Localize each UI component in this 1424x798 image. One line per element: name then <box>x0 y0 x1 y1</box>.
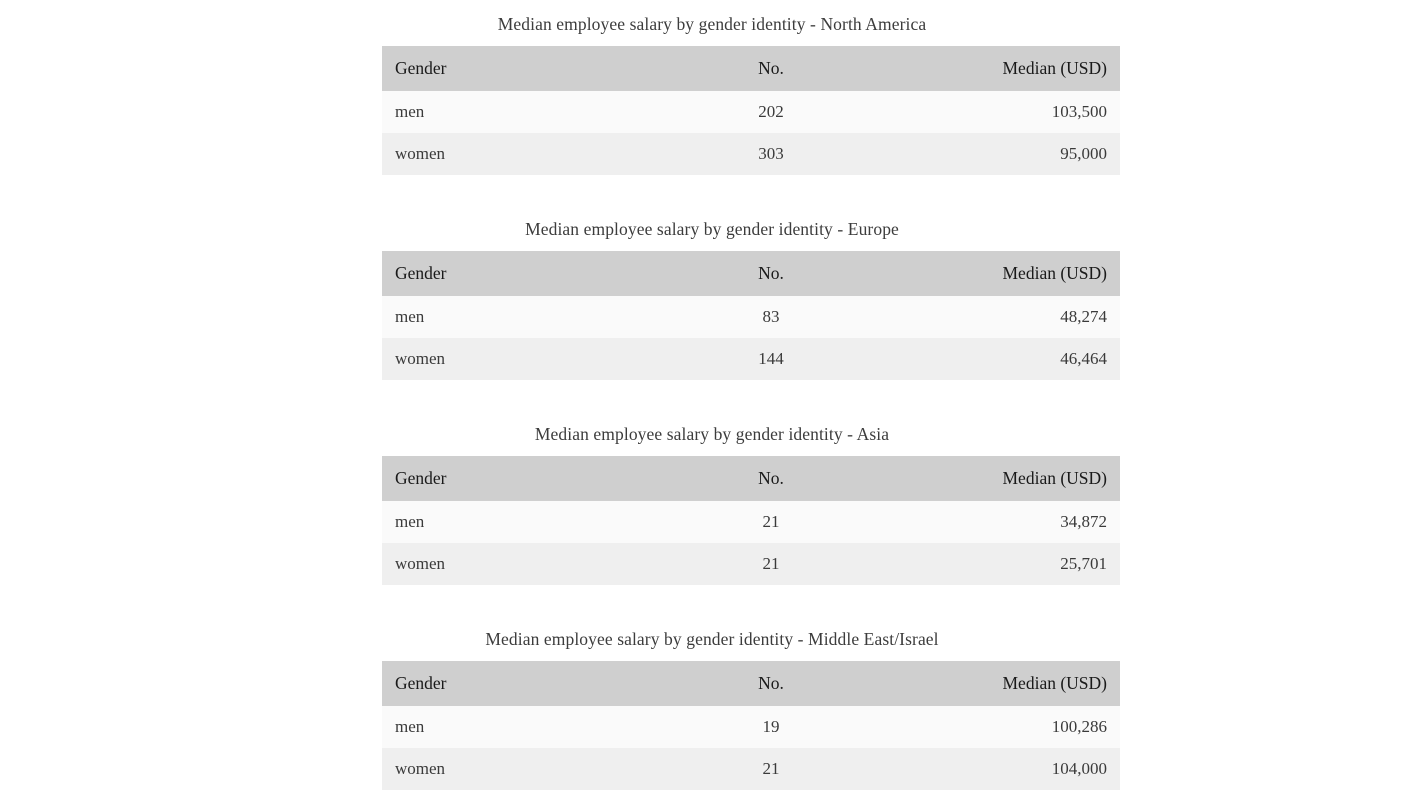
cell-median: 46,464 <box>1060 349 1107 368</box>
column-header-gender: Gender <box>395 58 447 78</box>
table-caption: Median employee salary by gender identity - North America <box>497 14 927 34</box>
table-header-row <box>382 46 1120 91</box>
cell-no: 202 <box>758 102 784 121</box>
salary-table <box>382 456 1120 585</box>
table-body <box>382 501 1120 585</box>
table-header-row <box>382 251 1120 296</box>
table-caption: Median employee salary by gender identity - Asia <box>534 424 890 444</box>
table-header <box>382 456 1120 501</box>
column-header-no: No. <box>758 673 784 693</box>
table-body <box>382 91 1120 175</box>
salary-table-asia <box>382 424 1107 585</box>
column-header-gender: Gender <box>395 673 447 693</box>
cell-median: 103,500 <box>1051 102 1107 121</box>
column-header-median: Median (USD) <box>1002 58 1107 78</box>
table-row <box>382 706 1120 748</box>
cell-gender: men <box>395 307 425 326</box>
salary-table <box>382 661 1120 790</box>
table-caption: Median employee salary by gender identity - Europe <box>525 219 899 239</box>
table-row <box>382 748 1120 790</box>
column-header-gender: Gender <box>395 468 447 488</box>
column-header-no: No. <box>758 468 784 488</box>
salary-table <box>382 46 1120 175</box>
table-row <box>382 501 1120 543</box>
column-header-gender: Gender <box>395 263 447 283</box>
table-body <box>382 706 1120 790</box>
cell-gender: women <box>395 759 446 778</box>
cell-no: 21 <box>762 512 780 531</box>
salary-table-middle-east-israel <box>382 629 1107 790</box>
cell-gender: men <box>395 717 425 736</box>
cell-no: 303 <box>758 144 784 163</box>
cell-no: 21 <box>762 554 780 573</box>
cell-no: 21 <box>762 759 780 778</box>
column-header-median: Median (USD) <box>1002 673 1107 693</box>
table-header <box>382 251 1120 296</box>
table-header-row <box>382 661 1120 706</box>
column-header-median: Median (USD) <box>1002 263 1107 283</box>
cell-no: 144 <box>758 349 784 368</box>
cell-no: 83 <box>762 307 780 326</box>
table-row <box>382 133 1120 175</box>
cell-gender: women <box>395 349 446 368</box>
table-row <box>382 338 1120 380</box>
table-body <box>382 296 1120 380</box>
cell-median: 25,701 <box>1060 554 1107 573</box>
table-header <box>382 46 1120 91</box>
cell-gender: men <box>395 512 425 531</box>
column-header-no: No. <box>758 58 784 78</box>
cell-median: 104,000 <box>1051 759 1107 778</box>
column-header-median: Median (USD) <box>1002 468 1107 488</box>
column-header-no: No. <box>758 263 784 283</box>
cell-no: 19 <box>762 717 780 736</box>
salary-table-europe <box>382 219 1107 380</box>
table-row <box>382 543 1120 585</box>
cell-gender: men <box>395 102 425 121</box>
table-header <box>382 661 1120 706</box>
table-row <box>382 91 1120 133</box>
salary-table-north-america <box>382 14 1107 175</box>
table-header-row <box>382 456 1120 501</box>
cell-median: 95,000 <box>1060 144 1107 163</box>
table-row <box>382 296 1120 338</box>
cell-gender: women <box>395 554 446 573</box>
table-caption: Median employee salary by gender identity - Middle East/Israel <box>485 629 939 649</box>
cell-median: 100,286 <box>1051 717 1107 736</box>
cell-median: 34,872 <box>1060 512 1107 531</box>
salary-table <box>382 251 1120 380</box>
cell-median: 48,274 <box>1060 307 1107 326</box>
cell-gender: women <box>395 144 446 163</box>
